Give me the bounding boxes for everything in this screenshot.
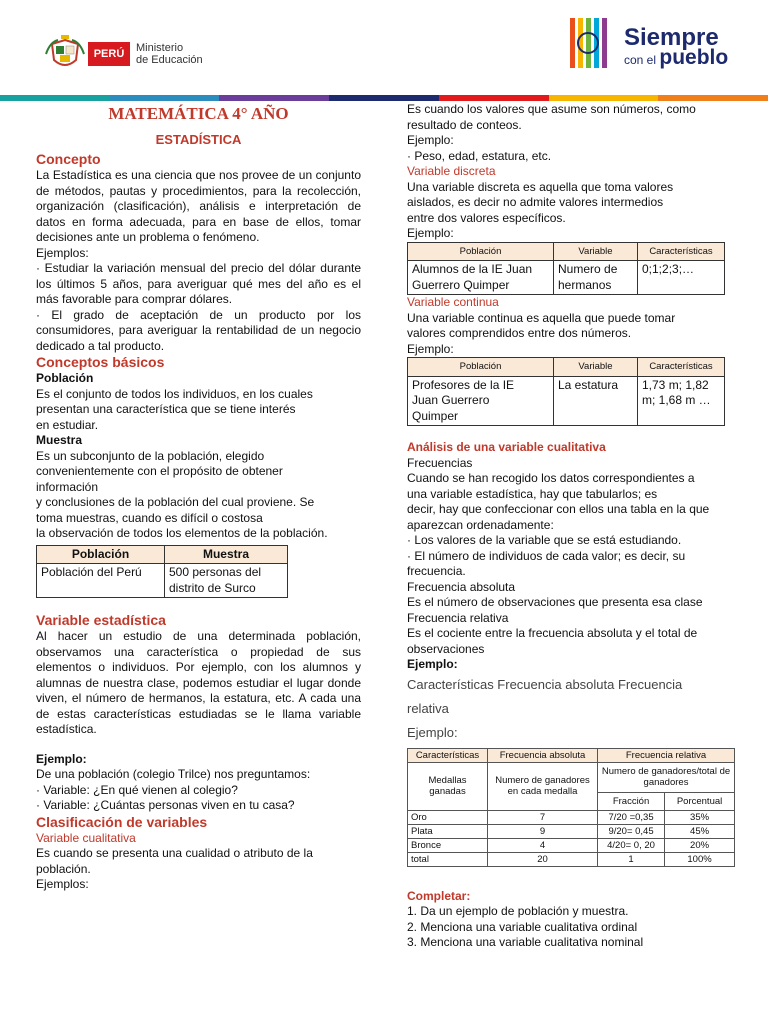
peru-badge: PERÚ xyxy=(88,42,130,66)
poblacion-text: en estudiar. xyxy=(36,417,99,432)
variable-item: · Variable: ¿Cuántas personas viven en tu casa? xyxy=(36,798,295,812)
discreta-text: Una variable discreta es aquella que toma valores xyxy=(407,179,674,194)
ejemplo-item: · Estudiar la variación mensual del precio del dólar durante los últimos 5 años, para averiguar qué mes del año es el más favorable para comprar dólares. xyxy=(36,261,361,306)
peru-coat-of-arms-icon xyxy=(44,34,86,74)
completar-item: 2. Menciona una variable cualitativa ordinal xyxy=(407,919,638,934)
table-cell: 9 xyxy=(488,824,598,838)
frecuencias-text: decir, hay que confeccionar con ellos una tabla en la que xyxy=(407,502,710,516)
table-header: Características xyxy=(638,242,725,261)
table-header: Frecuencia relativa xyxy=(598,748,735,762)
frecuencia-absoluta-text: Es el número de observaciones que presenta esa clase xyxy=(407,595,703,609)
table-cell: 35% xyxy=(665,810,735,824)
color-stripe xyxy=(0,95,768,101)
table-cell: 4/20= 0, 20 xyxy=(598,838,665,852)
table-cell: 45% xyxy=(665,824,735,838)
table-header: Población xyxy=(37,545,165,564)
table-cell: total xyxy=(408,852,488,866)
variable-estadistica-heading: Variable estadística xyxy=(36,612,166,628)
muestra-text: y conclusiones de la población del cual proviene. Se xyxy=(36,495,315,509)
table-cell: 9/20= 0,45 xyxy=(598,824,665,838)
table-row xyxy=(408,838,735,852)
ejemplo-label: Ejemplo: xyxy=(407,341,454,356)
analisis-heading: Análisis de una variable cualitativa xyxy=(407,440,606,454)
ejemplo-label-gray: Ejemplo: xyxy=(407,724,458,740)
frecuencias-item: · El número de individuos de cada valor; es decir, su frecuencia. xyxy=(407,548,686,578)
table-cell: Numero de ganadores/total de ganadores xyxy=(598,762,735,793)
continua-table xyxy=(407,357,725,426)
frecuencias-label: Frecuencias xyxy=(407,455,473,470)
table-cell: Oro xyxy=(408,810,488,824)
table-cell: 1,73 m; 1,82 m; 1,68 m … xyxy=(638,376,725,426)
table-row xyxy=(408,852,735,866)
discreta-text: entre dos valores específicos. xyxy=(407,210,566,225)
variable-item: · Variable: ¿En qué vienen al colegio? xyxy=(36,782,238,797)
ministerio-label: Ministerio de Educación xyxy=(136,42,203,66)
table-row xyxy=(408,824,735,838)
table-cell: 500 personas del distrito de Surco xyxy=(165,564,288,598)
frecuencia-relativa-heading: Frecuencia relativa xyxy=(407,610,509,625)
cuantitativa-ejemplo: · Peso, edad, estatura, etc. xyxy=(407,148,552,163)
completar-item: 1. Da un ejemplo de población y muestra. xyxy=(407,904,629,918)
table-header: Población xyxy=(408,358,554,377)
table-cell: 20% xyxy=(665,838,735,852)
clasificacion-heading: Clasificación de variables xyxy=(36,813,208,830)
concepto-paragraph: La Estadística es una ciencia que nos provee de un conjunto de métodos, pautas y procedimientos, para la recolección, organización (clasificación), análisis e interpretación de datos en forma adecuada, para en base de ellos, tomar decisiones ante un problema o fenómeno. xyxy=(36,168,361,244)
frecuencia-relativa-text: Es el cociente entre la frecuencia absoluta y el total de xyxy=(407,626,698,640)
ejemplo-text: De una población (colegio Trilce) nos preguntamos: xyxy=(36,767,311,781)
poblacion-muestra-table xyxy=(36,545,288,599)
table-cell: Medallas ganadas xyxy=(408,762,488,810)
frecuencia-relativa-text: observaciones xyxy=(407,641,485,656)
ejemplos-label: Ejemplos: xyxy=(36,877,89,891)
table-cell: Fracción xyxy=(598,793,665,810)
table-cell: Alumnos de la IE Juan Guerrero Quimper xyxy=(408,261,554,295)
frecuencia-table xyxy=(407,748,735,867)
muestra-text: Es un subconjunto de la población, elegido xyxy=(36,448,265,463)
table-header: Características xyxy=(638,358,725,377)
table-cell: La estatura xyxy=(554,376,638,426)
page-title: MATEMÁTICA 4° AÑO xyxy=(108,104,289,123)
siempre-logo-icon xyxy=(562,18,618,68)
frecuencia-absoluta-heading: Frecuencia absoluta xyxy=(407,579,516,594)
poblacion-text: presentan una característica que se tiene interés xyxy=(36,402,296,416)
ejemplo-label: Ejemplo: xyxy=(407,657,458,671)
poblacion-text: Es el conjunto de todos los individuos, en los cuales xyxy=(36,386,313,401)
variable-estadistica-paragraph: Al hacer un estudio de una determinada población, observamos una característica o propiedad de sus elementos o individuos. Por ejemplo, con los alumnos y alumnas de nuestra clase, podemos estudiar el lugar donde viven, el número de hermanos, la estatura, etc. A cada una de estas características estudiadas se le llama variable estadística. xyxy=(36,629,361,736)
table-cell: 100% xyxy=(665,852,735,866)
muestra-text: información xyxy=(36,479,99,494)
cuantitativa-text: resultado de conteos. xyxy=(407,117,522,132)
frecuencias-text: Cuando se han recogido los datos correspondientes a xyxy=(407,471,695,485)
right-column xyxy=(407,102,732,951)
siempre-con-el-pueblo-logo: Siempre con el pueblo xyxy=(624,24,729,69)
ejemplo-label: Ejemplo: xyxy=(407,226,454,240)
table-header: Muestra xyxy=(165,545,288,564)
muestra-heading: Muestra xyxy=(36,433,83,447)
muestra-text: la observación de todos los elementos de la población. xyxy=(36,526,328,540)
continua-text: valores comprendidos entre dos números. xyxy=(407,326,632,340)
frecuencias-text: una variable estadística, hay que tabularlos; es xyxy=(407,486,658,501)
page-subtitle: ESTADÍSTICA xyxy=(155,131,242,147)
table-row xyxy=(408,810,735,824)
variable-cualitativa-heading: Variable cualitativa xyxy=(36,830,136,845)
table-cell: 20 xyxy=(488,852,598,866)
cuantitativa-text: Es cuando los valores que asume son números, como xyxy=(407,102,696,116)
completar-heading: Completar: xyxy=(407,888,471,903)
frecuencias-item: · Los valores de la variable que se está estudiando. xyxy=(407,533,682,547)
page-header xyxy=(0,0,768,96)
caracteristicas-line: relativa xyxy=(407,700,449,716)
table-cell: Numero de ganadores en cada medalla xyxy=(488,762,598,810)
concepto-heading: Concepto xyxy=(36,151,101,167)
ejemplo-label: Ejemplo: xyxy=(36,751,87,766)
table-header: Población xyxy=(408,242,554,261)
frecuencias-text: aparezcan ordenadamente: xyxy=(407,517,554,532)
table-header: Variable xyxy=(554,242,638,261)
table-cell: 7 xyxy=(488,810,598,824)
table-cell: Plata xyxy=(408,824,488,838)
discreta-table xyxy=(407,242,725,296)
variable-discreta-heading: Variable discreta xyxy=(407,164,496,178)
table-header: Frecuencia absoluta xyxy=(488,748,598,762)
variable-continua-heading: Variable continua xyxy=(407,295,499,309)
caracteristicas-line: Características Frecuencia absoluta Frecuencia xyxy=(407,676,683,692)
cualitativa-text: Es cuando se presenta una cualidad o atributo de la población. xyxy=(36,846,313,876)
ejemplos-label: Ejemplos: xyxy=(36,245,89,260)
table-cell: 1 xyxy=(598,852,665,866)
table-cell: 4 xyxy=(488,838,598,852)
table-cell: 0;1;2;3;… xyxy=(638,261,725,295)
continua-text: Una variable continua es aquella que puede tomar xyxy=(407,310,676,325)
table-cell: 7/20 =0,35 xyxy=(598,810,665,824)
table-header: Características xyxy=(408,748,488,762)
muestra-text: convenientemente con el propósito de obtener xyxy=(36,464,283,478)
table-cell: Población del Perú xyxy=(37,564,165,598)
table-cell: Profesores de la IE Juan Guerrero Quimper xyxy=(408,376,554,426)
table-cell: Bronce xyxy=(408,838,488,852)
conceptos-basicos-heading: Conceptos básicos xyxy=(36,354,165,370)
table-cell: Porcentual xyxy=(665,793,735,810)
table-header: Variable xyxy=(554,358,638,377)
discreta-text: aislados, es decir no admite valores intermedios xyxy=(407,195,664,209)
table-cell: Numero de hermanos xyxy=(554,261,638,295)
left-column xyxy=(36,104,361,893)
muestra-text: toma muestras, cuando es difícil o costosa xyxy=(36,510,263,525)
completar-item: 3. Menciona una variable cualitativa nominal xyxy=(407,935,644,949)
ejemplo-label: Ejemplo: xyxy=(407,133,454,147)
ejemplo-item: · El grado de aceptación de un producto por los consumidores, para averiguar la rentabilidad de un negocio dedicado a tal producto. xyxy=(36,307,361,353)
poblacion-heading: Población xyxy=(36,371,94,385)
